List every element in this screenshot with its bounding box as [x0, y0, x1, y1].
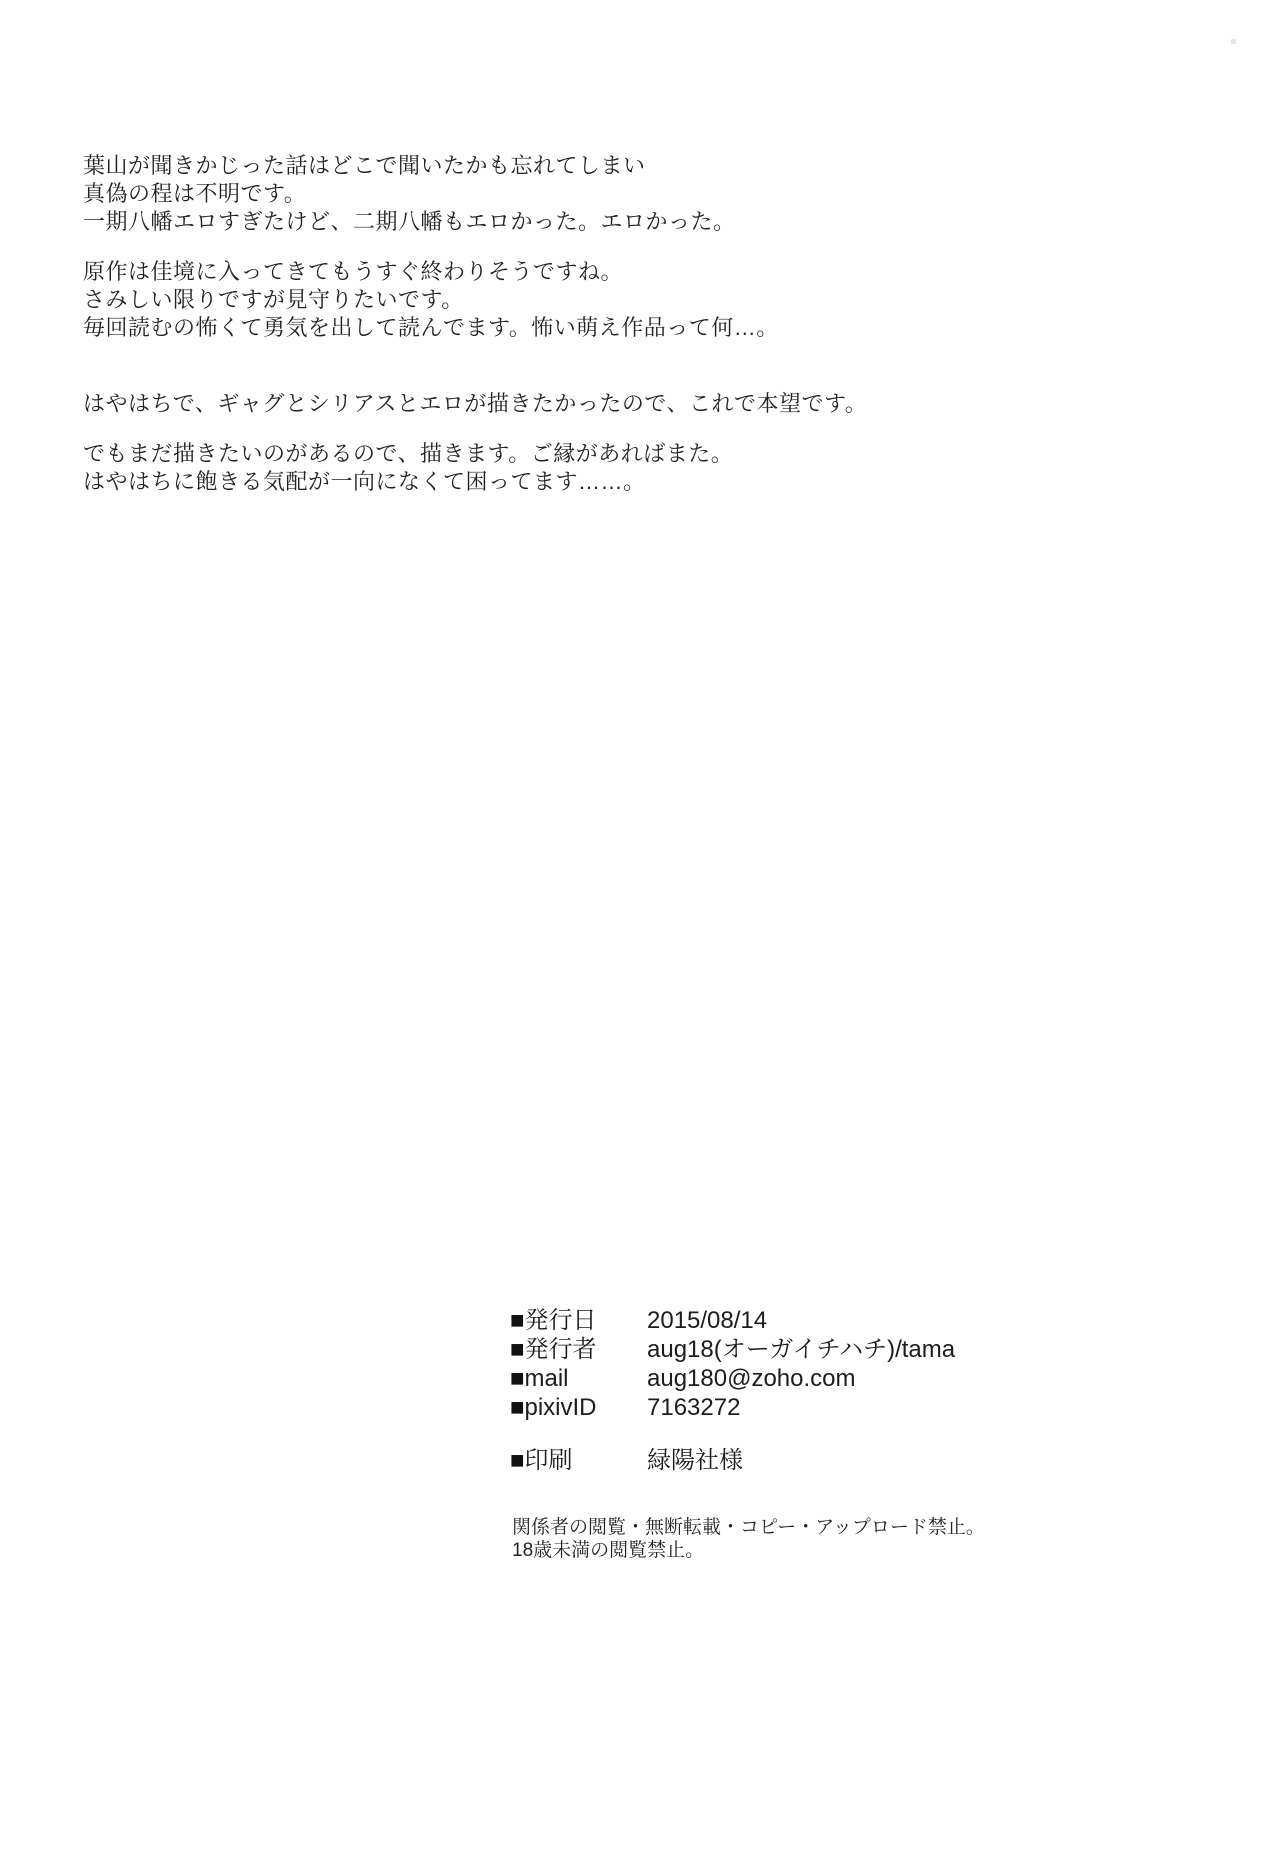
pixiv-id-label: pixivID: [524, 1394, 597, 1421]
mail-value: aug180@zoho.com: [647, 1365, 856, 1392]
colophon-label: [510, 1446, 647, 1475]
afterword-paragraph-2: [83, 258, 779, 342]
publisher-value: aug18(オーガイチハチ)/tama: [647, 1336, 956, 1363]
pixiv-id-value: 7163272: [647, 1394, 741, 1421]
colophon-row-publisher: [510, 1335, 955, 1364]
afterword-line: 一期八幡エロすぎたけど、二期八幡もエロかった。エロかった。: [83, 209, 736, 234]
colophon: [510, 1306, 955, 1422]
printer-label: 印刷: [524, 1447, 573, 1474]
afterword-line: 原作は佳境に入ってきてもうすぐ終わりそうですね。: [83, 259, 624, 284]
afterword-line: はやはちに飽きる気配が一向になくて困ってます……。: [83, 469, 646, 494]
bullet-square-icon: ■: [510, 1394, 525, 1421]
publish-date-value: 2015/08/14: [647, 1307, 768, 1334]
afterword-line: でもまだ描きたいのがあるので、描きます。ご縁があればまた。: [83, 441, 734, 466]
mail-label: mail: [524, 1365, 569, 1392]
notice-line: 関係者の閲覧・無断転載・コピー・アップロード禁止。: [512, 1517, 985, 1538]
colophon-label: [510, 1306, 647, 1335]
colophon-row-pixiv-id: [510, 1393, 955, 1422]
publisher-label: 発行者: [524, 1336, 597, 1363]
publish-date-label: 発行日: [524, 1307, 597, 1334]
copyright-notice: [512, 1516, 985, 1562]
bullet-square-icon: ■: [510, 1336, 525, 1363]
afterword-paragraph-1: [83, 152, 736, 236]
afterword-paragraph-4: [83, 440, 733, 496]
notice-line: 18歳未満の閲覧禁止。: [512, 1540, 705, 1561]
afterword-line: はやはちで、ギャグとシリアスとエロが描きたかったので、これで本望です。: [83, 391, 868, 416]
bullet-square-icon: ■: [510, 1447, 525, 1474]
afterword-line: さみしい限りですが見守りたいです。: [83, 287, 464, 312]
afterword-line: 真偽の程は不明です。: [83, 181, 307, 206]
bullet-square-icon: ■: [510, 1307, 525, 1334]
printer-value: 緑陽社様: [647, 1447, 743, 1474]
colophon-row-mail: [510, 1364, 955, 1393]
bullet-square-icon: ■: [510, 1365, 525, 1392]
afterword-line: 葉山が聞きかじった話はどこで聞いたかも忘れてしまい: [83, 153, 646, 178]
afterword-paragraph-3: [83, 390, 867, 418]
colophon-label: [510, 1335, 647, 1364]
colophon-row-printer: [510, 1446, 743, 1475]
scan-artifact: [1231, 39, 1236, 44]
colophon-row-publish-date: [510, 1306, 955, 1335]
colophon-label: [510, 1393, 647, 1422]
colophon-label: [510, 1364, 647, 1393]
afterword-line: 毎回読むの怖くて勇気を出して読んでます。怖い萌え作品って何…。: [83, 315, 779, 340]
